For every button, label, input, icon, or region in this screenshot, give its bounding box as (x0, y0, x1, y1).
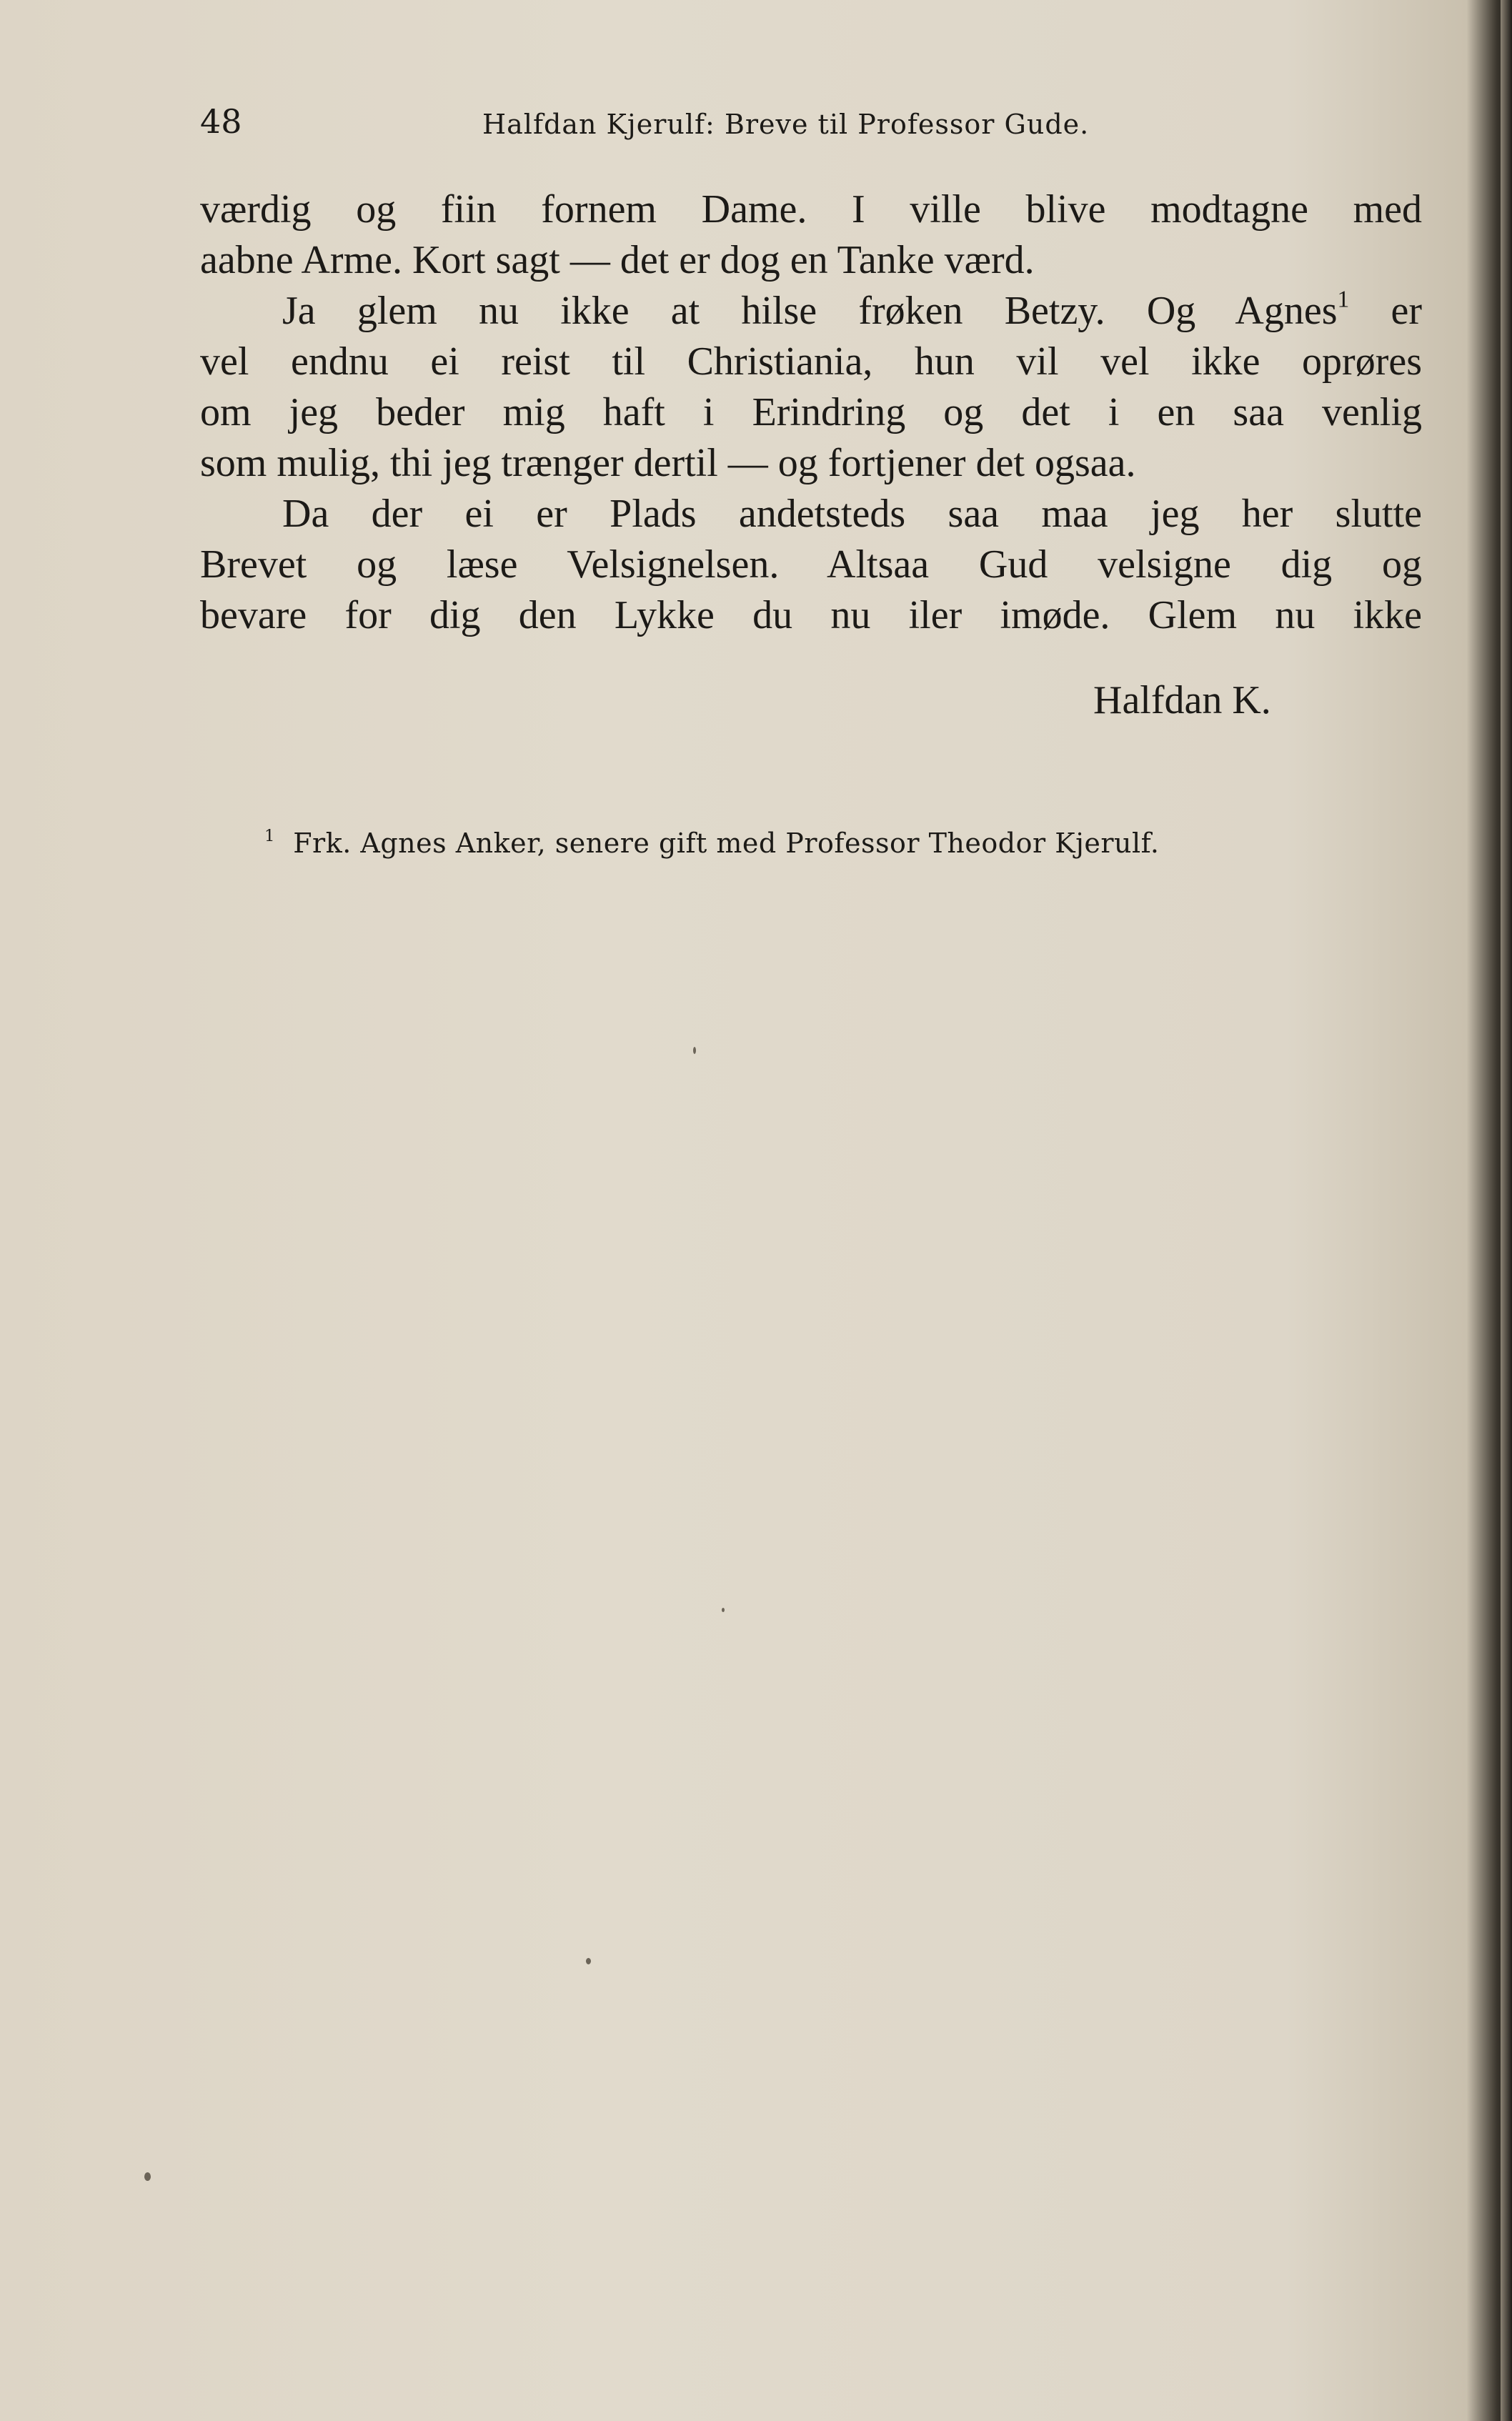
body-line: som mulig, thi jeg trænger dertil — og fortjener det ogsaa. (200, 441, 1136, 485)
body-line: vel endnu ei reist til Christiania, hun vil vel ikke oprøres (200, 339, 1422, 384)
body-line: Brevet og læse Velsignelsen. Altsaa Gud velsigne dig og (200, 542, 1422, 587)
body-line: værdig og fiin fornem Dame. I ville blive modtagne med (200, 187, 1422, 232)
body-line: bevare for dig den Lykke du nu iler imøde. Glem nu ikke (200, 593, 1422, 637)
paper-speck (693, 1047, 696, 1054)
body-line: om jeg beder mig haft i Erindring og det i en saa venlig (200, 390, 1422, 434)
footnote (264, 822, 1159, 865)
footnote-reference: 1 (1337, 286, 1350, 313)
letter-body (200, 184, 1422, 641)
body-line: Da der ei er Plads andetsteds saa maa jeg her slutte (282, 492, 1422, 536)
paper-speck (144, 2172, 151, 2181)
paper-speck (722, 1608, 725, 1612)
body-line-text: Ja glem nu ikke at hilse frøken Betzy. Og Agnes (282, 289, 1338, 333)
paper-speck (586, 1958, 591, 1964)
page-header (200, 100, 1429, 143)
running-head: Halfdan Kjerulf: Breve til Professor Gude. (482, 109, 1090, 140)
footnote-text: Frk. Agnes Anker, senere gift med Professor Theodor Kjerulf. (293, 827, 1160, 859)
body-line (200, 286, 1422, 337)
page-number: 48 (200, 102, 242, 141)
page-edge-shadow (1501, 0, 1512, 2421)
footnote-marker: 1 (264, 827, 276, 846)
body-line-text: er (1391, 289, 1423, 333)
body-line: aabne Arme. Kort sagt — det er dog en Tanke værd. (200, 238, 1035, 282)
signature: Halfdan K. (1093, 678, 1271, 722)
